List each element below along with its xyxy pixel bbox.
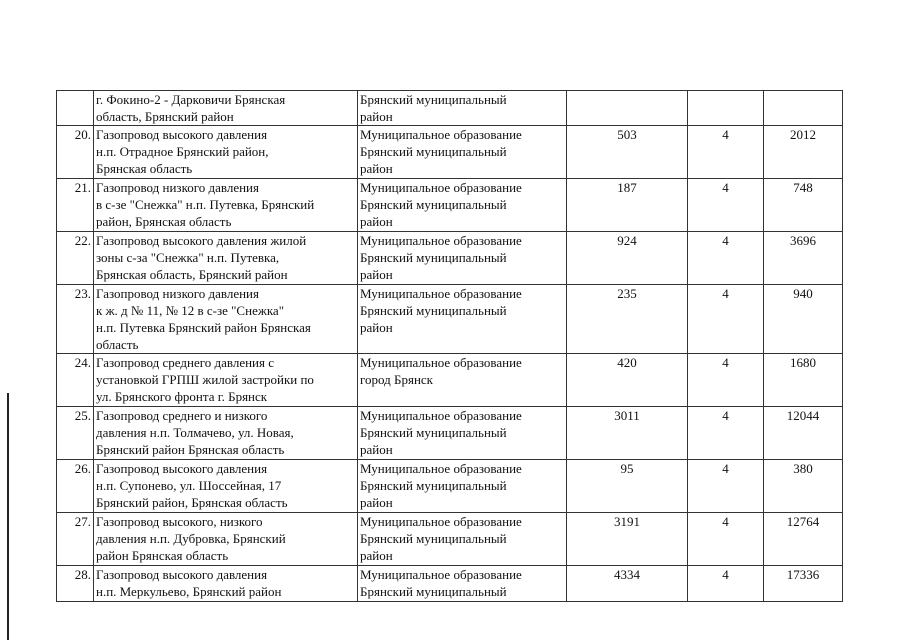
total-value: 3696 xyxy=(764,232,843,285)
row-number: 28. xyxy=(57,566,94,602)
factor-value: 4 xyxy=(688,232,764,285)
owner-organization: Муниципальное образование Брянский муниципальный район xyxy=(358,285,567,354)
total-value: 12044 xyxy=(764,407,843,460)
row-number: 21. xyxy=(57,179,94,232)
table-row xyxy=(57,407,843,460)
owner-organization: Муниципальное образование город Брянск xyxy=(358,354,567,407)
factor-value: 4 xyxy=(688,179,764,232)
length-value: 3191 xyxy=(567,513,688,566)
length-value: 95 xyxy=(567,460,688,513)
total-value: 2012 xyxy=(764,126,843,179)
length-value: 503 xyxy=(567,126,688,179)
owner-organization: Муниципальное образование Брянский муниципальный район xyxy=(358,126,567,179)
object-description: Газопровод высокого давления жилой зоны с-за "Снежка" н.п. Путевка, Брянская область, Брянский район xyxy=(94,232,358,285)
total-value: 380 xyxy=(764,460,843,513)
row-number xyxy=(57,91,94,126)
table-row xyxy=(57,460,843,513)
owner-organization: Муниципальное образование Брянский муниципальный район xyxy=(358,407,567,460)
row-number: 22. xyxy=(57,232,94,285)
object-description: Газопровод низкого давления к ж. д № 11, № 12 в с-зе "Снежка" н.п. Путевка Брянский район Брянская область xyxy=(94,285,358,354)
gas-pipeline-table xyxy=(56,90,843,602)
length-value: 924 xyxy=(567,232,688,285)
row-number: 26. xyxy=(57,460,94,513)
row-number: 23. xyxy=(57,285,94,354)
table-row xyxy=(57,126,843,179)
total-value: 748 xyxy=(764,179,843,232)
owner-organization: Муниципальное образование Брянский муниципальный xyxy=(358,566,567,602)
object-description: Газопровод высокого, низкого давления н.п. Дубровка, Брянский район Брянская область xyxy=(94,513,358,566)
object-description: Газопровод высокого давления н.п. Отрадное Брянский район, Брянская область xyxy=(94,126,358,179)
object-description: Газопровод высокого давления н.п. Супонево, ул. Шоссейная, 17 Брянский район, Брянская область xyxy=(94,460,358,513)
length-value: 235 xyxy=(567,285,688,354)
length-value: 187 xyxy=(567,179,688,232)
scan-edge-mark xyxy=(7,393,9,640)
table-row xyxy=(57,566,843,602)
length-value: 3011 xyxy=(567,407,688,460)
factor-value: 4 xyxy=(688,407,764,460)
object-description: г. Фокино-2 - Дарковичи Брянская область, Брянский район xyxy=(94,91,358,126)
total-value: 17336 xyxy=(764,566,843,602)
factor-value: 4 xyxy=(688,566,764,602)
total-value: 12764 xyxy=(764,513,843,566)
object-description: Газопровод высокого давления н.п. Меркульево, Брянский район xyxy=(94,566,358,602)
factor-value: 4 xyxy=(688,126,764,179)
table-row xyxy=(57,513,843,566)
factor-value xyxy=(688,91,764,126)
table-row xyxy=(57,285,843,354)
owner-organization: Муниципальное образование Брянский муниципальный район xyxy=(358,179,567,232)
factor-value: 4 xyxy=(688,513,764,566)
row-number: 20. xyxy=(57,126,94,179)
table-row xyxy=(57,354,843,407)
total-value: 940 xyxy=(764,285,843,354)
owner-organization: Муниципальное образование Брянский муниципальный район xyxy=(358,513,567,566)
total-value: 1680 xyxy=(764,354,843,407)
owner-organization: Муниципальное образование Брянский муниципальный район xyxy=(358,460,567,513)
length-value: 420 xyxy=(567,354,688,407)
owner-organization: Брянский муниципальный район xyxy=(358,91,567,126)
length-value: 4334 xyxy=(567,566,688,602)
object-description: Газопровод среднего давления с установкой ГРПШ жилой застройки по ул. Брянского фронта г. Брянск xyxy=(94,354,358,407)
factor-value: 4 xyxy=(688,285,764,354)
owner-organization: Муниципальное образование Брянский муниципальный район xyxy=(358,232,567,285)
table-row xyxy=(57,91,843,126)
table-row xyxy=(57,232,843,285)
table-row xyxy=(57,179,843,232)
object-description: Газопровод среднего и низкого давления н.п. Толмачево, ул. Новая, Брянский район Брянская область xyxy=(94,407,358,460)
length-value xyxy=(567,91,688,126)
object-description: Газопровод низкого давления в с-зе "Снежка" н.п. Путевка, Брянский район, Брянская область xyxy=(94,179,358,232)
row-number: 25. xyxy=(57,407,94,460)
total-value xyxy=(764,91,843,126)
factor-value: 4 xyxy=(688,354,764,407)
row-number: 24. xyxy=(57,354,94,407)
row-number: 27. xyxy=(57,513,94,566)
factor-value: 4 xyxy=(688,460,764,513)
